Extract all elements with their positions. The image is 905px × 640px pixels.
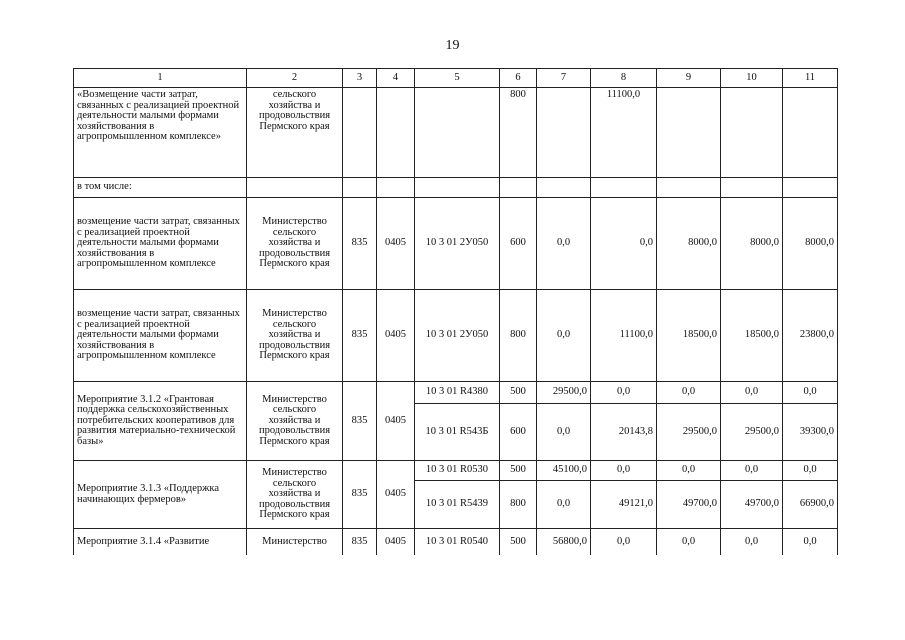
col-header: 5 — [415, 69, 500, 88]
cell-empty — [343, 178, 377, 198]
cell-c5: 10 3 01 R4380 — [415, 382, 500, 404]
cell-c9: 18500,0 — [657, 290, 721, 382]
cell-c3: 835 — [343, 461, 377, 529]
table-row — [74, 198, 838, 290]
row-executor: Министерство сельского хозяйства и продовольствия Пермского края — [247, 461, 343, 529]
row-executor: Министерство — [247, 529, 343, 555]
row-description: возмещение части затрат, связанных с реализацией проектной деятельности малыми формами хозяйствования в агропромышленном комплексе — [74, 198, 247, 290]
cell-empty — [537, 88, 591, 178]
cell-c6: 500 — [500, 529, 537, 555]
cell-c9: 8000,0 — [657, 198, 721, 290]
cell-c3: 835 — [343, 529, 377, 555]
cell-c11: 0,0 — [783, 382, 838, 404]
cell-c6: 600 — [500, 198, 537, 290]
table-row — [74, 461, 838, 481]
col-header: 2 — [247, 69, 343, 88]
table-row — [74, 529, 838, 555]
col-header: 8 — [591, 69, 657, 88]
row-executor: сельского хозяйства и продовольствия Пермского края — [247, 88, 343, 178]
cell-c10: 0,0 — [721, 461, 783, 481]
table-row — [74, 290, 838, 382]
header-row — [74, 69, 838, 88]
cell-c8: 11100,0 — [591, 88, 657, 178]
cell-c7: 0,0 — [537, 404, 591, 461]
cell-c6: 600 — [500, 404, 537, 461]
cell-c8: 0,0 — [591, 461, 657, 481]
cell-c7: 0,0 — [537, 481, 591, 529]
cell-c11: 39300,0 — [783, 404, 838, 461]
cell-c10: 0,0 — [721, 529, 783, 555]
cell-empty — [500, 178, 537, 198]
cell-c9: 49700,0 — [657, 481, 721, 529]
col-header: 6 — [500, 69, 537, 88]
cell-c8: 0,0 — [591, 529, 657, 555]
cell-c11: 0,0 — [783, 461, 838, 481]
cell-c10: 29500,0 — [721, 404, 783, 461]
table-row — [74, 88, 838, 178]
cell-c3: 835 — [343, 290, 377, 382]
col-header: 9 — [657, 69, 721, 88]
cell-c4: 0405 — [377, 461, 415, 529]
cell-c3: 835 — [343, 382, 377, 461]
cell-c7: 56800,0 — [537, 529, 591, 555]
cell-c9: 29500,0 — [657, 404, 721, 461]
cell-c4: 0405 — [377, 198, 415, 290]
cell-empty — [657, 88, 721, 178]
row-executor: Министерство сельского хозяйства и продовольствия Пермского края — [247, 382, 343, 461]
cell-c11: 8000,0 — [783, 198, 838, 290]
cell-c9: 0,0 — [657, 461, 721, 481]
budget-table — [73, 68, 838, 555]
row-description: Мероприятие 3.1.4 «Развитие — [74, 529, 247, 555]
row-executor: Министерство сельского хозяйства и продовольствия Пермского края — [247, 290, 343, 382]
cell-c4: 0405 — [377, 382, 415, 461]
cell-c5: 10 3 01 2У050 — [415, 198, 500, 290]
col-header: 11 — [783, 69, 838, 88]
cell-c4: 0405 — [377, 529, 415, 555]
cell-c9: 0,0 — [657, 529, 721, 555]
col-header: 3 — [343, 69, 377, 88]
cell-empty — [783, 178, 838, 198]
cell-c10: 18500,0 — [721, 290, 783, 382]
page-number: 19 — [445, 38, 460, 53]
cell-empty — [415, 88, 500, 178]
cell-c5: 10 3 01 2У050 — [415, 290, 500, 382]
cell-c7: 0,0 — [537, 198, 591, 290]
col-header: 4 — [377, 69, 415, 88]
cell-empty — [247, 178, 343, 198]
cell-c11: 0,0 — [783, 529, 838, 555]
cell-empty — [343, 88, 377, 178]
row-description: возмещение части затрат, связанных с реализацией проектной деятельности малыми формами хозяйствования в агропромышленном комплексе — [74, 290, 247, 382]
cell-empty — [721, 88, 783, 178]
col-header: 10 — [721, 69, 783, 88]
cell-empty — [591, 178, 657, 198]
row-description: «Возмещение части затрат, связанных с реализацией проектной деятельности малыми формами хозяйствования в агропромышленном комплексе» — [74, 88, 247, 178]
table-row — [74, 382, 838, 404]
col-header: 7 — [537, 69, 591, 88]
row-description: Мероприятие 3.1.2 «Грантовая поддержка сельскохозяйственных потребительских кооперативов для развития материально-технической базы» — [74, 382, 247, 461]
cell-c6: 500 — [500, 382, 537, 404]
cell-c8: 49121,0 — [591, 481, 657, 529]
cell-c7: 45100,0 — [537, 461, 591, 481]
cell-c7: 0,0 — [537, 290, 591, 382]
cell-c8: 20143,8 — [591, 404, 657, 461]
cell-c6: 800 — [500, 481, 537, 529]
cell-c9: 0,0 — [657, 382, 721, 404]
cell-c5: 10 3 01 R0540 — [415, 529, 500, 555]
cell-c5: 10 3 01 R543Б — [415, 404, 500, 461]
cell-c7: 29500,0 — [537, 382, 591, 404]
cell-c8: 0,0 — [591, 382, 657, 404]
cell-empty — [537, 178, 591, 198]
cell-c10: 49700,0 — [721, 481, 783, 529]
cell-c10: 0,0 — [721, 382, 783, 404]
cell-empty — [377, 178, 415, 198]
row-description: Мероприятие 3.1.3 «Поддержка начинающих фермеров» — [74, 461, 247, 529]
cell-c5: 10 3 01 R0530 — [415, 461, 500, 481]
row-description: в том числе: — [74, 178, 247, 198]
cell-c6: 800 — [500, 290, 537, 382]
cell-c6: 800 — [500, 88, 537, 178]
cell-c5: 10 3 01 R5439 — [415, 481, 500, 529]
cell-empty — [415, 178, 500, 198]
col-header: 1 — [74, 69, 247, 88]
cell-c10: 8000,0 — [721, 198, 783, 290]
cell-c8: 11100,0 — [591, 290, 657, 382]
cell-empty — [657, 178, 721, 198]
cell-c8: 0,0 — [591, 198, 657, 290]
row-executor: Министерство сельского хозяйства и продовольствия Пермского края — [247, 198, 343, 290]
cell-c3: 835 — [343, 198, 377, 290]
cell-empty — [783, 88, 838, 178]
cell-empty — [377, 88, 415, 178]
cell-c4: 0405 — [377, 290, 415, 382]
cell-c6: 500 — [500, 461, 537, 481]
cell-empty — [721, 178, 783, 198]
table-row — [74, 178, 838, 198]
cell-c11: 66900,0 — [783, 481, 838, 529]
cell-c11: 23800,0 — [783, 290, 838, 382]
